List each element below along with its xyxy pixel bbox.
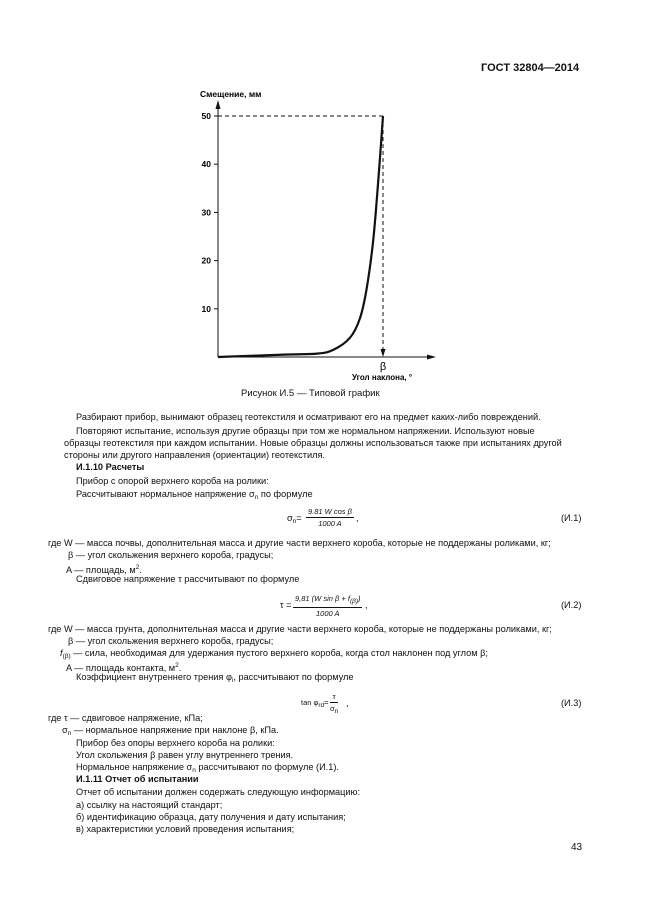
- chart-x-axis-label: Угол наклона, °: [351, 373, 413, 382]
- section-heading-test-report: И.1.11 Отчет об испытании: [76, 774, 199, 784]
- paragraph-shear-stress: Сдвиговое напряжение τ рассчитывают по формуле: [76, 574, 300, 584]
- chart-y-tick-label-20: 20: [201, 255, 211, 266]
- definition-force: $f_{(\beta)}$ — сила, необходимая для удержания пустого верхнего короба, когда стол наклонен под углом β;: [60, 648, 488, 660]
- chart-y-axis-label: Смещение, мм: [200, 89, 262, 99]
- definition-area-2: A — площадь контакта, $м^2$.: [66, 662, 182, 673]
- paragraph-roller-device: Прибор с опорой верхнего короба на ролики:: [76, 476, 269, 486]
- paragraph-slide-angle: Угол скольжения β равен углу внутреннего трения.: [76, 750, 294, 760]
- definition-w-2: где W — масса грунта, дополнительная масса и другие части верхнего короба, которые не поддержаны роликами, кг;: [48, 624, 552, 634]
- equation-2-lhs: τ =: [280, 600, 292, 610]
- document-standard-code: ГОСТ 32804—2014: [481, 62, 580, 74]
- paragraph-report-contents: Отчет об испытании должен содержать следующую информацию:: [76, 787, 360, 797]
- chart-x-axis-arrow: [427, 355, 436, 360]
- equation-2-comma: ,: [365, 600, 368, 610]
- chart-y-tick-label-30: 30: [201, 207, 211, 218]
- equation-1-lhs: $\sigma_n=$: [287, 513, 302, 525]
- chart-series-line: [218, 116, 383, 357]
- equation-1-number: (И.1): [561, 513, 582, 523]
- paragraph-no-roller-device: Прибор без опоры верхнего короба на ролики:: [76, 738, 275, 748]
- definition-w-1: где W — масса почвы, дополнительная масса и другие части верхнего короба, которые не поддержаны роликами, кг;: [48, 538, 551, 548]
- chart-beta-arrow: [381, 349, 386, 357]
- equation-3-fraction: $\frac{\tau}{\sigma n}$: [330, 692, 339, 715]
- page-number: 43: [571, 842, 583, 853]
- definition-beta-1: β — угол скольжения верхнего короба, градусы;: [68, 550, 274, 560]
- equation-2-number: (И.2): [561, 600, 582, 610]
- equation-3-comma: ,: [346, 698, 349, 708]
- section-heading-calculations: И.1.10 Расчеты: [76, 462, 145, 472]
- equation-1-fraction: $\frac{\text{9.81 W cos β}}{1000 A}$: [308, 507, 352, 528]
- chart-y-tick-label-40: 40: [201, 159, 211, 170]
- definition-area-1: A — площадь, $м^2$.: [66, 564, 142, 575]
- definition-tau: где τ — сдвиговое напряжение, кПа;: [48, 713, 203, 723]
- chart-y-axis-arrow: [216, 100, 221, 109]
- equation-3-lhs: tan φrd=: [301, 698, 329, 709]
- paragraph-friction-coefficient: Коэффициент внутреннего трения $\varphi_i$, рассчитывают по формуле: [76, 672, 354, 684]
- equation-3-number: (И.3): [561, 698, 582, 708]
- paragraph-disassemble: Разбирают прибор, вынимают образец геотекстиля и осматривают его на предмет каких-либо повреждений.: [76, 412, 541, 422]
- paragraph-normal-stress: Рассчитывают нормальное напряжение $\sigma_n$ по формуле: [76, 489, 313, 501]
- equation-1-comma: ,: [356, 513, 359, 523]
- figure-caption: Рисунок И.5 — Типовой график: [241, 388, 380, 399]
- paragraph-repeat-line1: Повторяют испытание, используя другие образцы при том же нормальном напряжении. Используют новые: [76, 426, 535, 436]
- list-item-a: а) ссылку на настоящий стандарт;: [76, 800, 223, 810]
- displacement-chart: [190, 80, 450, 385]
- paragraph-repeat-line3: стороны или другого направления (ориентации) геотекстиля.: [64, 450, 325, 460]
- paragraph-normal-stress-ref: Нормальное напряжение $\sigma_n$ рассчитывают по формуле (И.1).: [76, 762, 339, 774]
- paragraph-repeat-line2: образцы геотекстиля при каждом испытании. Новые образцы должны использоваться также при испытаниях другой: [64, 438, 562, 448]
- equation-2-fraction: $\frac{\text{9,81 (W sin β + f(β))}}{1000 A}$: [295, 594, 361, 618]
- chart-y-tick-label-10: 10: [201, 303, 211, 314]
- list-item-c: в) характеристики условий проведения испытания;: [76, 824, 295, 834]
- chart-beta-marker: β: [379, 361, 387, 373]
- definition-beta-2: β — угол скольжения верхнего короба, градусы;: [68, 636, 274, 646]
- list-item-b: б) идентификацию образца, дату получения и дату испытания;: [76, 812, 346, 822]
- definition-sigma: $\sigma_n$ — нормальное напряжение при наклоне β, кПа.: [62, 725, 279, 737]
- chart-y-tick-label-50: 50: [201, 111, 211, 121]
